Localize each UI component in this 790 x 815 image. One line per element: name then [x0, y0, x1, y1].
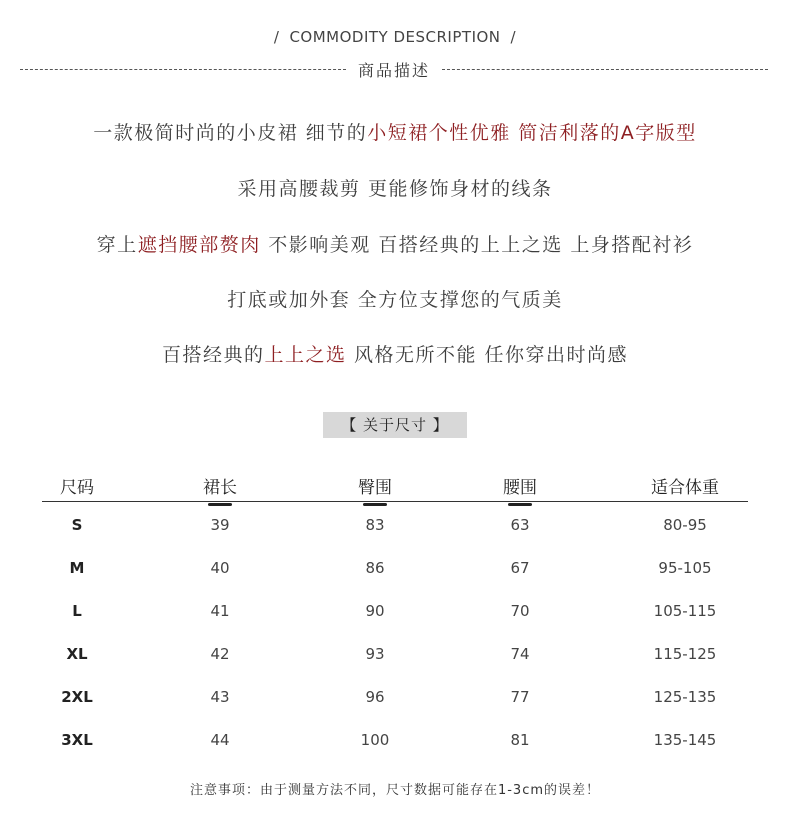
description-line — [0, 285, 790, 312]
table-cell: 70 — [510, 602, 530, 620]
highlighted-text: 小短裙个性优雅 简洁利落的A字版型 — [367, 122, 697, 144]
table-cell: 125-135 — [653, 688, 717, 706]
table-hip-header — [358, 473, 392, 506]
table-size-header — [60, 473, 94, 498]
table-cell: 39 — [210, 516, 230, 534]
size-section-title — [0, 412, 790, 438]
table-cell: 105-115 — [653, 602, 717, 620]
table-cell: 44 — [210, 731, 230, 749]
table-cell: 100 — [360, 731, 390, 749]
header-label: 腰围 — [503, 478, 537, 498]
description-text: 一款极简时尚的小皮裙 细节的 — [93, 122, 368, 144]
measurement-note: 注意事项：由于测量方法不同，尺寸数据可能存在1-3cm的误差！ — [189, 783, 601, 798]
highlighted-text: 上上之选 — [264, 344, 347, 366]
header-tick-mark — [208, 503, 232, 506]
description-line — [0, 230, 790, 257]
table-cell: 80-95 — [663, 516, 707, 534]
table-cell: 115-125 — [653, 645, 717, 663]
table-cell: 86 — [365, 559, 385, 577]
table-cell: 42 — [210, 645, 230, 663]
size-table-header — [42, 473, 748, 502]
table-cell: 63 — [510, 516, 530, 534]
size-label: L — [72, 602, 82, 620]
header-label: 适合体重 — [651, 478, 719, 498]
size-label: XL — [66, 645, 88, 663]
header-label: 尺码 — [60, 478, 94, 498]
table-cell: 83 — [365, 516, 385, 534]
table-cell: 67 — [510, 559, 530, 577]
header-chinese-title: 商品描述 — [358, 60, 431, 80]
dashed-line-right — [442, 69, 768, 70]
header-english-text: COMMODITY DESCRIPTION — [289, 28, 501, 46]
table-cell: 93 — [365, 645, 385, 663]
header-tick-mark — [363, 503, 387, 506]
highlighted-text: 遮挡腰部赘肉 — [137, 234, 261, 256]
description-text: 打底或加外套 全方位支撑您的气质美 — [227, 289, 563, 311]
description-text: 采用高腰裁剪 更能修饰身材的线条 — [237, 178, 553, 200]
table-cell: 95-105 — [658, 559, 712, 577]
size-title-pill: 【 关于尺寸 】 — [323, 412, 467, 438]
dashed-line-left — [20, 69, 346, 70]
header-tick-mark — [508, 503, 532, 506]
size-label: S — [71, 516, 83, 534]
table-cell: 81 — [510, 731, 530, 749]
table-waist-header — [503, 473, 537, 506]
table-cell: 77 — [510, 688, 530, 706]
description-text: 不影响美观 百搭经典的上上之选 上身搭配衬衫 — [260, 234, 694, 256]
table-cell: 41 — [210, 602, 230, 620]
description-text: 风格无所不能 任你穿出时尚感 — [346, 344, 629, 366]
table-cell: 40 — [210, 559, 230, 577]
size-label: M — [69, 559, 85, 577]
description-line — [0, 340, 790, 367]
table-cell: 90 — [365, 602, 385, 620]
description-line — [0, 118, 790, 145]
header-divider — [20, 58, 768, 80]
section-header-english — [0, 28, 790, 46]
table-weight-header — [651, 473, 719, 498]
table-cell: 43 — [210, 688, 230, 706]
description-line — [0, 174, 790, 201]
table-cell: 74 — [510, 645, 530, 663]
slash-right: / — [510, 28, 517, 46]
header-label: 臀围 — [358, 478, 392, 498]
slash-left: / — [273, 28, 280, 46]
table-cell: 135-145 — [653, 731, 717, 749]
description-text: 百搭经典的 — [161, 344, 265, 366]
size-label: 3XL — [61, 731, 93, 749]
table-cell: 96 — [365, 688, 385, 706]
size-label: 2XL — [61, 688, 93, 706]
description-text: 穿上 — [96, 234, 138, 256]
table-length-header — [203, 473, 237, 506]
header-label: 裙长 — [203, 478, 237, 498]
